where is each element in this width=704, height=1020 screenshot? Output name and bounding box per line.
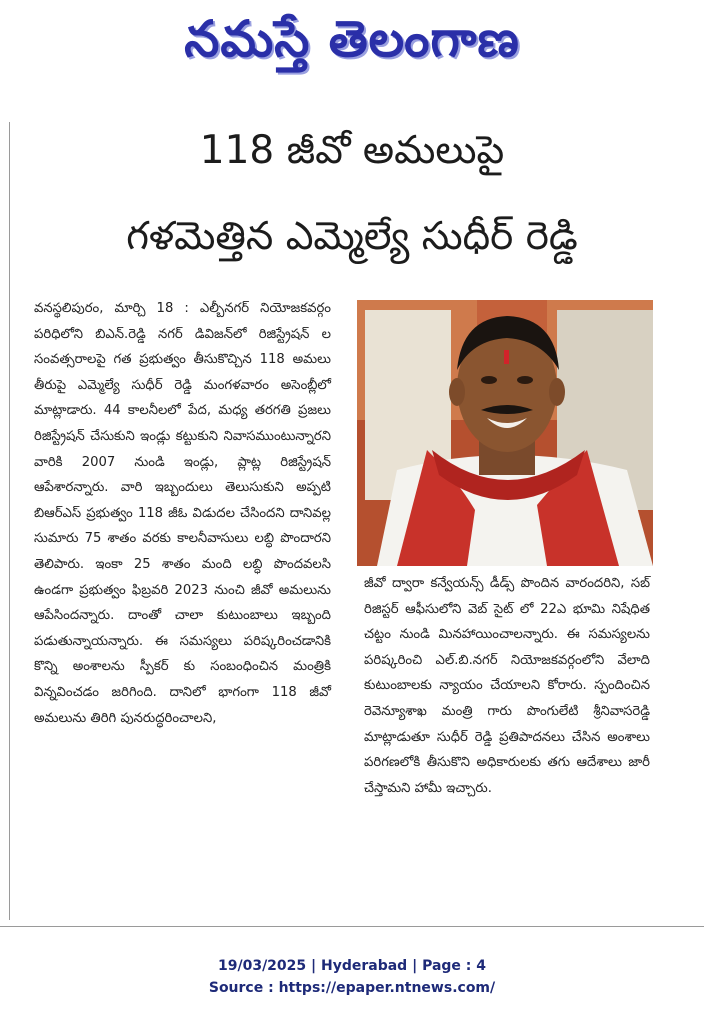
article-right-text: జీవో ద్వారా కన్వేయన్స్ డీడ్స్ పొందిన వారందరిని, సబ్ రిజిస్టర్ ఆఫీసులోని వెబ్ సైట్ లో 22ఎ భూమి నిషేధిత చట్టం నుండి మినహాయించాలన్నారు. ఈ సమస్యలను పరిష్కరించి ఎల్.బి.నగర్ నియోజకవర్గంలోని వేలాది కుటుంబాలకు న్యాయం చేయాలని కోరారు. స్పందించిన రెవెన్యూశాఖ మంత్రి గారు పొంగులేటి శ్రీనివాసరెడ్డి మాట్లాడుతూ సుధీర్ రెడ్డి ప్రతిపాదనలు చేసిన అంశాలు పరిగణలోకి తీసుకొని అధికారులకు తగు ఆదేశాలు జారీ చేస్తామని హామీ ఇచ్చారు.	[364, 576, 650, 796]
headline-line-2: గళమెత్తిన ఎమ్మెల్యే సుధీర్ రెడ్డి	[126, 214, 578, 259]
column-divider	[9, 122, 10, 920]
article-right-column	[364, 571, 650, 801]
mla-portrait-photo	[357, 300, 653, 566]
footer-divider	[0, 926, 704, 927]
masthead-logo: నమస్తే తెలంగాణ	[184, 10, 520, 68]
article-left-column	[34, 296, 331, 731]
footer-source-link[interactable]: Source : https://epaper.ntnews.com/	[208, 980, 496, 996]
footer-date-edition: 19/03/2025 | Hyderabad | Page : 4	[217, 958, 487, 974]
headline-line-1: 118 జీవో అమలుపై	[199, 128, 505, 173]
article-left-text: వనస్థలిపురం, మార్చి 18 : ఎల్బీనగర్ నియోజకవర్గం పరిధిలోని బిఎన్.రెడ్డి నగర్ డివిజన్‌లో రిజిస్ట్రేషన్ ల సంవత్సరాలపై గత ప్రభుత్వం తీసుకొచ్చిన 118 అమలు తీరుపై ఎమ్మెల్యే సుధీర్ రెడ్డి మంగళవారం అసెంబ్లీలో మాట్లాడారు. 44 కాలనీలలో పేద, మధ్య తరగతి ప్రజలు రిజిస్ట్రేషన్ చేసుకుని ఇండ్లు కట్టుకుని నివాసముంటున్నారని వారికి 2007 నుండి ఇండ్లు, ప్లాట్ల రిజిస్ట్రేషన్ ఆపేశారన్నారు. వారి ఇబ్బందులు తెలుసుకుని అప్పటి బిఆర్ఎస్ ప్రభుత్వం 118 జీఓ విడుదల చేసిందని దానివల్ల సుమారు 75 శాతం వరకు కాలనీవాసులు లబ్ధి పొందారని తెలిపారు. ఇంకా 25 శాతం మంది లబ్ధి పొందవలసి ఉండగా ప్రభుత్వం ఫిబ్రవరి 2023 నుంచి జీవో అమలును ఆపేసిందన్నారు. దాంతో చాలా కుటుంబాలు ఇబ్బంది పడుతున్నాయన్నారు. ఈ సమస్యలు పరిష్కరించడానికి కొన్ని అంశాలను స్పీకర్ కు సంబంధించిన మంత్రికి విన్నవించడం జరిగింది. దానిలో భాగంగా 118 జీవో అమలును తిరిగి పునరుద్ధరించాలని,	[34, 301, 331, 726]
portrait-illustration	[357, 300, 653, 566]
